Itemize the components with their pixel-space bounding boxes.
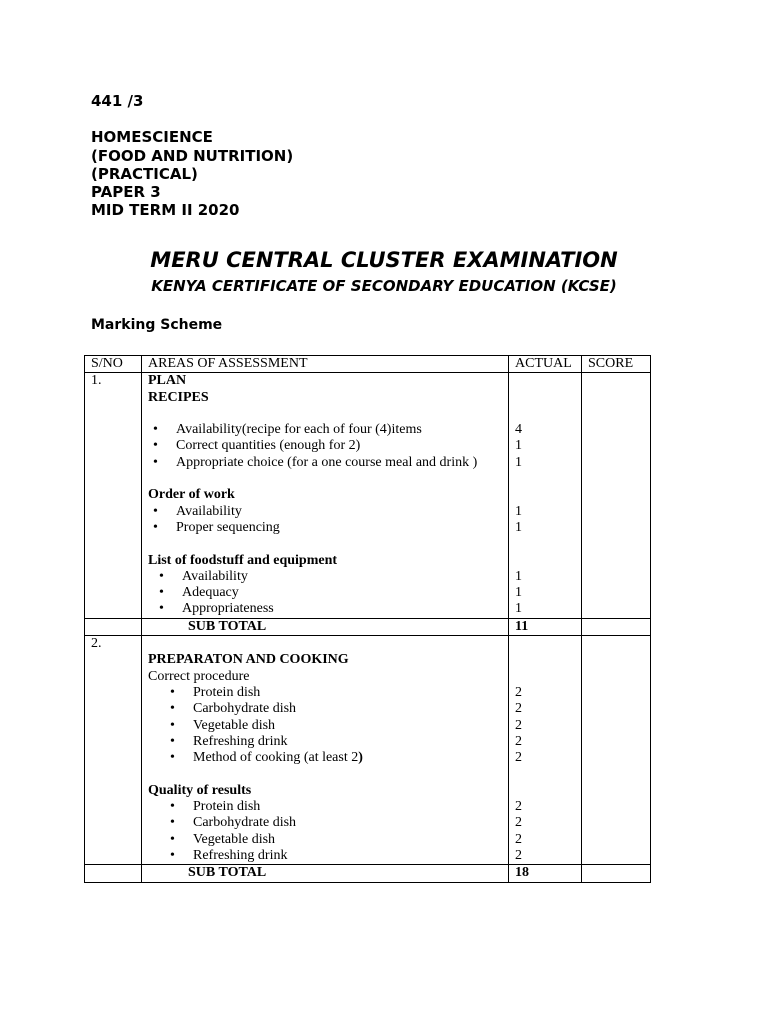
list-item: • Availability	[148, 504, 502, 520]
subtotal-label: SUB TOTAL	[142, 618, 509, 635]
document-header	[91, 92, 293, 220]
section-2-row	[85, 636, 651, 865]
paper-code: 441 /3	[91, 92, 144, 110]
exam-term-line: MID TERM II 2020	[91, 201, 240, 220]
mark-value: 2	[515, 750, 522, 766]
mark-value: 2	[515, 847, 522, 863]
foodstuff-list-heading: List of foodstuff and equipment	[148, 552, 338, 568]
header-actual: ACTUAL	[509, 356, 582, 373]
list-item: • Appropriateness	[148, 601, 502, 617]
order-of-work-heading: Order of work	[148, 487, 235, 503]
mark-value: 1	[515, 585, 522, 601]
subject-detail-line: (FOOD AND NUTRITION)	[91, 146, 294, 165]
section-1-areas	[142, 373, 509, 618]
list-item: • Refreshing drink	[148, 848, 502, 864]
list-item: • Refreshing drink	[148, 734, 502, 750]
list-item: • Availability	[148, 569, 502, 585]
list-item: • Proper sequencing	[148, 520, 502, 536]
mark-value: 2	[515, 717, 522, 733]
list-item: • Appropriate choice (for a one course meal and drink )	[148, 455, 502, 471]
list-item: • Protein dish	[148, 799, 502, 815]
list-item: • Carbohydrate dish	[148, 815, 502, 831]
exam-subtitle: KENYA CERTIFICATE OF SECONDARY EDUCATION (KCSE)	[151, 277, 617, 295]
list-item: • Carbohydrate dish	[148, 701, 502, 717]
paper-type-line: (PRACTICAL)	[91, 164, 198, 183]
mark-value: 2	[515, 701, 522, 717]
list-item: • Vegetable dish	[148, 832, 502, 848]
list-item: • Adequacy	[148, 585, 502, 601]
paper-number-line: PAPER 3	[91, 183, 161, 202]
subject-line: HOMESCIENCE	[91, 128, 213, 147]
section-2-score	[582, 636, 651, 865]
section-2-sno: 2.	[85, 636, 142, 865]
mark-value: 2	[515, 815, 522, 831]
list-item: • Method of cooking (at least 2)	[148, 750, 502, 766]
mark-value: 2	[515, 733, 522, 749]
exam-title: MERU CENTRAL CLUSTER EXAMINATION	[150, 248, 618, 272]
section-1-row	[85, 373, 651, 618]
section-2-subtotal-row	[85, 865, 651, 882]
mark-value: 1	[515, 568, 522, 584]
mark-value: 1	[515, 519, 522, 535]
header-score: SCORE	[582, 356, 651, 373]
mark-value: 1	[515, 503, 522, 519]
mark-value: 2	[515, 799, 522, 815]
section-1-sno: 1.	[85, 373, 142, 618]
list-item: • Correct quantities (enough for 2)	[148, 438, 502, 454]
subtotal-value: 18	[509, 865, 582, 882]
marking-scheme-label: Marking Scheme	[91, 317, 223, 333]
subtotal-label: SUB TOTAL	[142, 865, 509, 882]
mark-value: 2	[515, 684, 522, 700]
section-1-subtotal-row	[85, 618, 651, 635]
list-item: • Availability(recipe for each of four (4)items	[148, 422, 502, 438]
section-1-score	[582, 373, 651, 618]
header-sno: S/NO	[85, 356, 142, 373]
section-2-areas	[142, 636, 509, 865]
mark-value: 4	[515, 422, 522, 438]
list-item: • Protein dish	[148, 685, 502, 701]
section-1-actual	[509, 373, 582, 618]
plan-heading: PLAN	[148, 373, 187, 389]
header-areas: AREAS OF ASSESSMENT	[142, 356, 509, 373]
subtotal-value: 11	[509, 618, 582, 635]
mark-value: 1	[515, 438, 522, 454]
table-header-row	[85, 356, 651, 373]
list-item: • Vegetable dish	[148, 718, 502, 734]
quality-heading: Quality of results	[148, 782, 252, 798]
mark-value: 2	[515, 831, 522, 847]
procedure-label: Correct procedure	[148, 668, 250, 684]
section-2-actual	[509, 636, 582, 865]
recipes-heading: RECIPES	[148, 389, 209, 405]
mark-value: 1	[515, 601, 522, 617]
marking-table	[84, 355, 651, 883]
preparation-heading: PREPARATON AND COOKING	[148, 652, 349, 668]
mark-value: 1	[515, 454, 522, 470]
